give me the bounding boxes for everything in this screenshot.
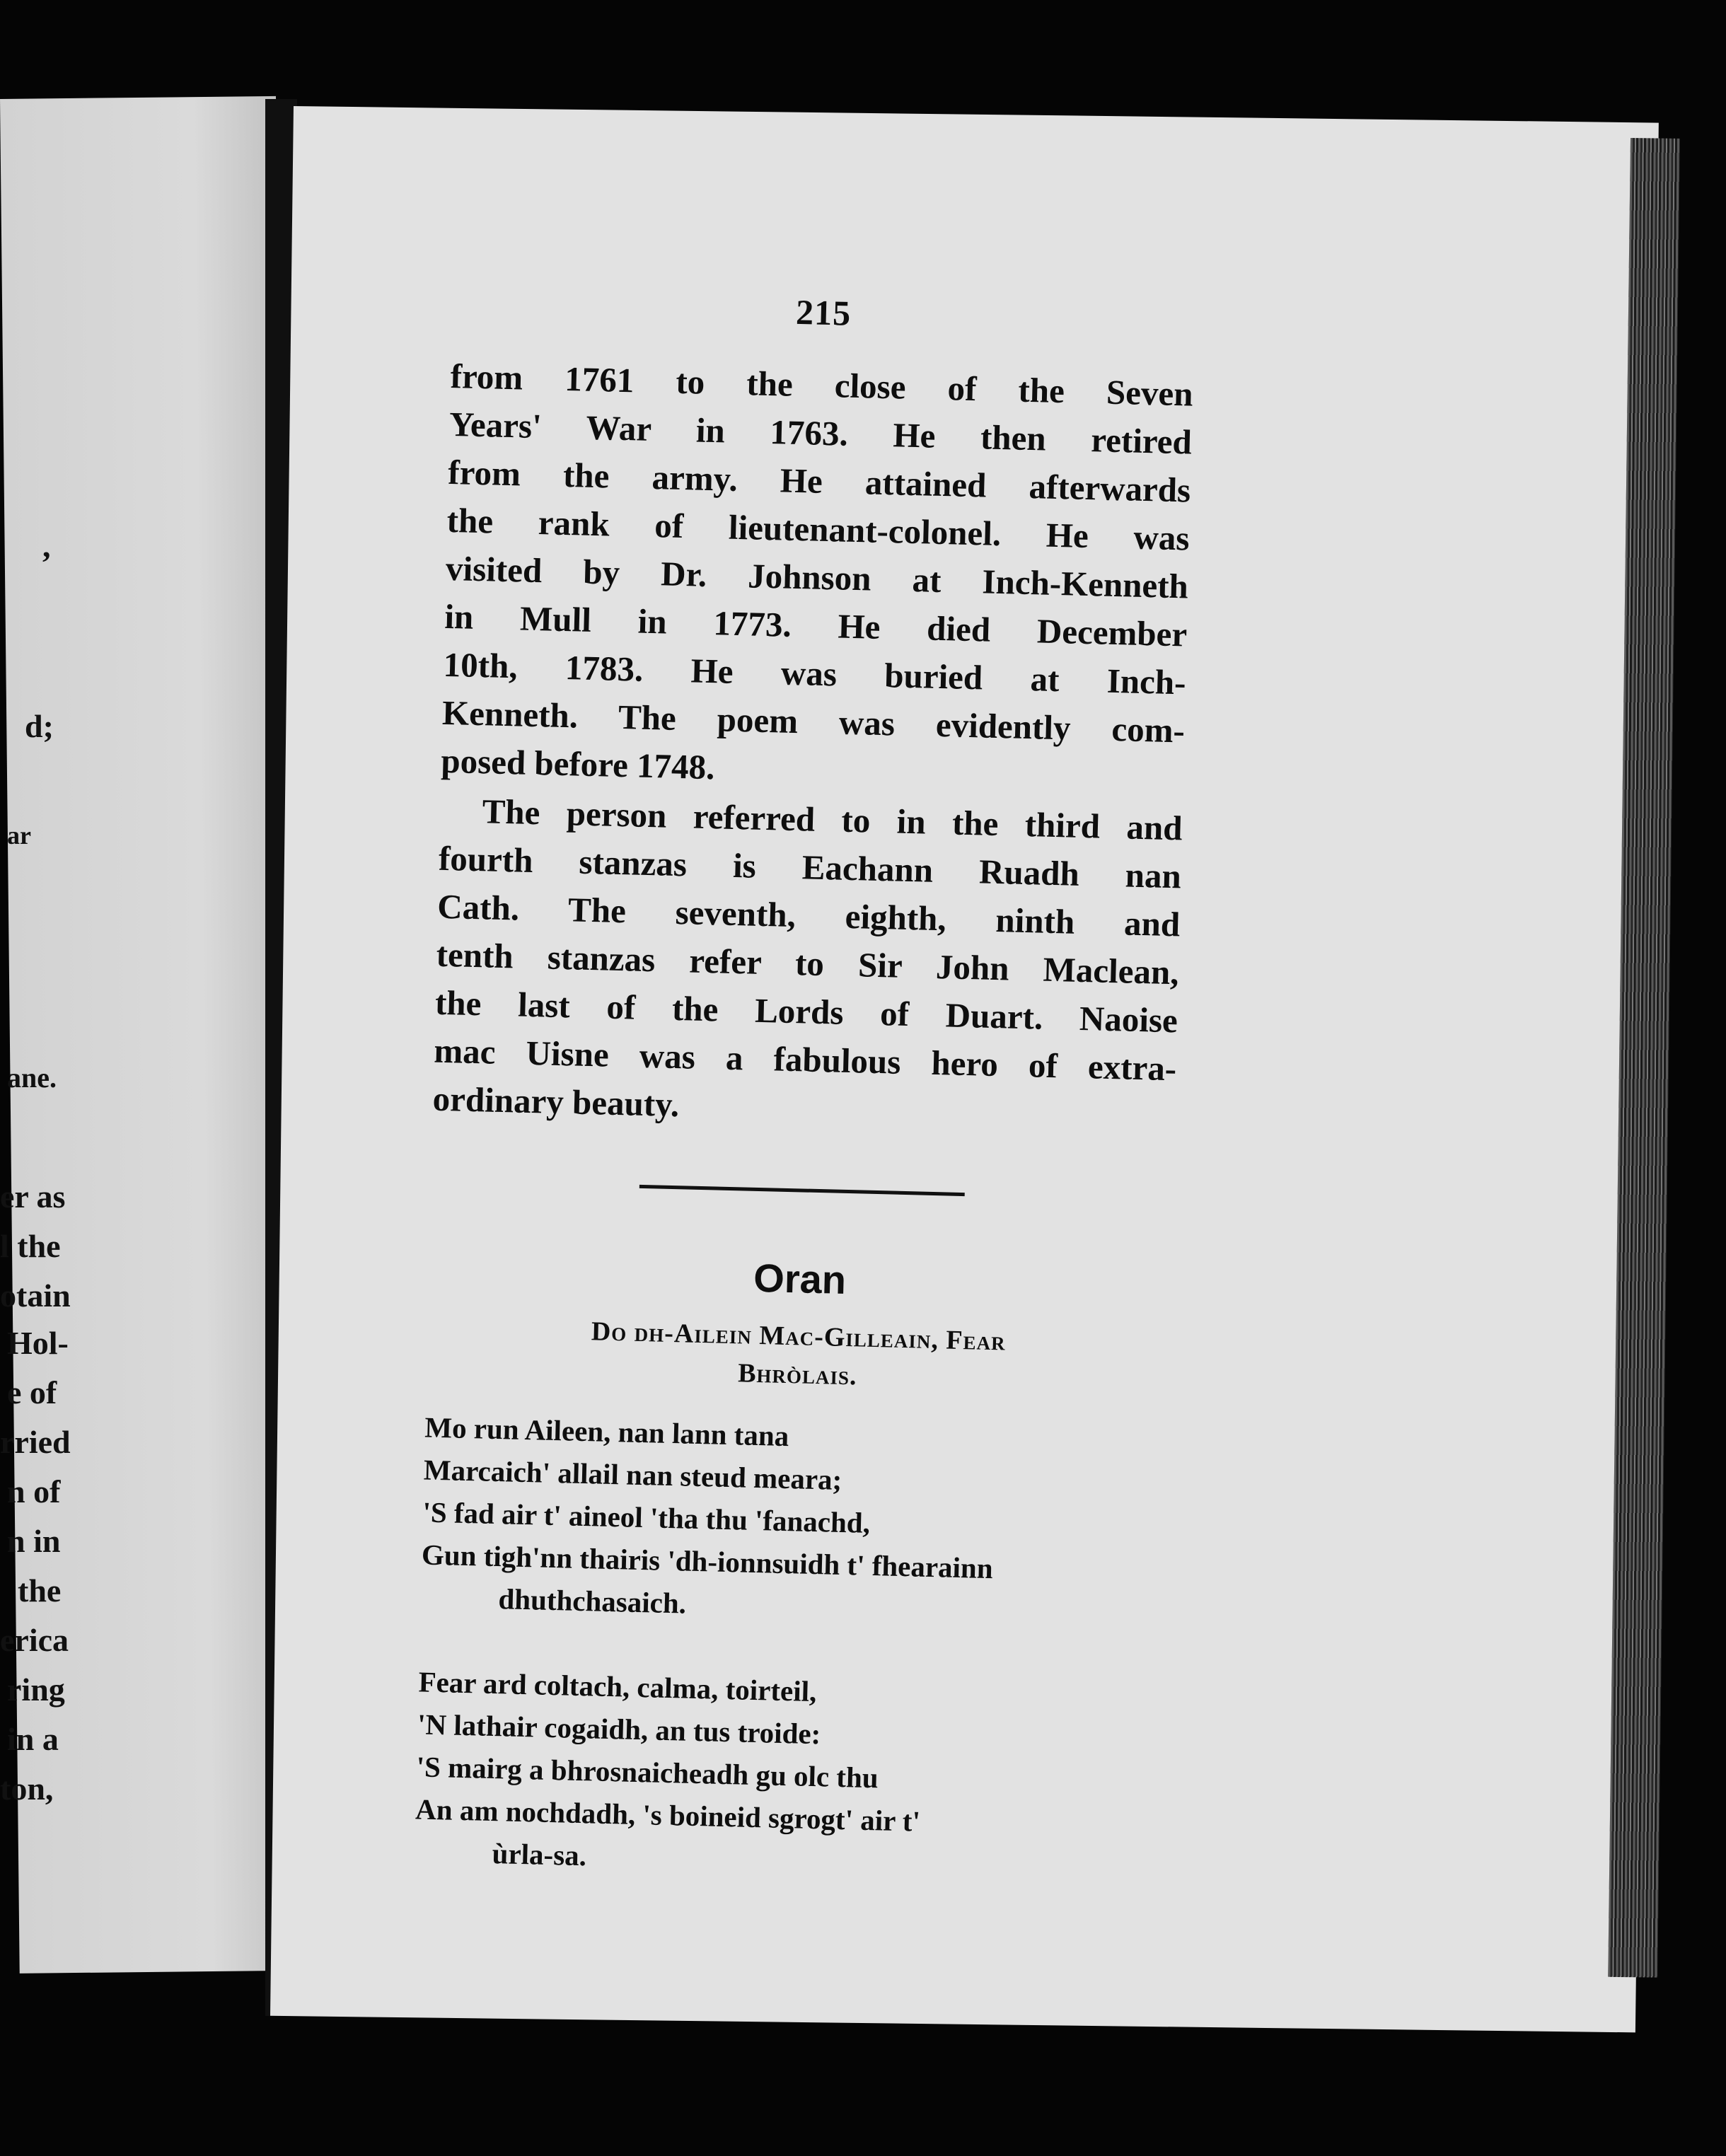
text-line: mac Uisne was a fabulous hero of extra- (433, 1031, 1177, 1089)
poem-stanza-1 (420, 1406, 1168, 1637)
left-fragment: ring (7, 1671, 65, 1708)
poem-subtitle-line: Do dh-Ailein Mac-Gilleain, Fear (591, 1316, 1007, 1357)
left-fragment: in a (7, 1721, 59, 1757)
text-line: posed before 1748. (440, 741, 716, 787)
left-fragment: n in (7, 1523, 61, 1559)
text-line: the last of the Lords of Duart. Naoise (434, 983, 1178, 1041)
poem-subtitle-line: Bhròlais. (737, 1358, 858, 1391)
text-line: from 1761 to the close of the Seven (450, 356, 1194, 414)
left-fragment: ar (7, 821, 31, 850)
text-line: tenth stanzas refer to Sir John Maclean, (436, 934, 1180, 992)
verse-line: 'S mairg a bhrosnaicheadh gu olc thu (416, 1750, 879, 1795)
left-fragment: l the (0, 1228, 61, 1264)
commentary-paragraph-2 (432, 787, 1183, 1142)
verse-line: Fear ard coltach, calma, toirteil, (418, 1665, 817, 1708)
text-line: the rank of lieutenant-colonel. He was (446, 500, 1191, 558)
text-line: Years' War in 1763. He then retired (448, 404, 1193, 462)
text-line: fourth stanzas is Eachann Ruadh nan (438, 838, 1182, 896)
left-fragment: n of (7, 1473, 61, 1509)
left-fragment: er as (0, 1178, 66, 1215)
left-fragment: , (42, 528, 51, 564)
left-fragment: Hol- (7, 1325, 69, 1361)
poem-title: Oran (753, 1255, 847, 1302)
verse-line: Mo run Aileen, nan lann tana (424, 1410, 789, 1453)
section-divider (639, 1185, 965, 1196)
text-line: ordinary beauty. (432, 1079, 680, 1125)
left-fragment: rried (0, 1424, 71, 1460)
verse-line: 'S fad air t' aineol 'tha thu 'fanachd, (422, 1495, 871, 1539)
left-fragment: otain (0, 1277, 71, 1314)
verse-line: An am nochdadh, 's boineid sgrogt' air t' (415, 1792, 921, 1838)
left-fragment: ton, (0, 1770, 54, 1807)
left-fragment: d; (25, 708, 54, 744)
verse-line: Gun tigh'nn thairis 'dh-ionnsuidh t' fhearainn (421, 1538, 994, 1585)
verse-line: ùrla-sa. (492, 1837, 587, 1872)
right-page-content (413, 283, 1195, 1933)
text-line: from the army. He attained afterwards (447, 452, 1191, 510)
text-line: The person referred to in the third and (482, 792, 1183, 848)
verse-line: dhuthchasaich. (498, 1582, 687, 1620)
text-line: visited by Dr. Johnson at Inch-Kenneth (445, 548, 1189, 606)
poem-stanza-2 (414, 1660, 1162, 1891)
text-line: 10th, 1783. He was buried at Inch- (443, 644, 1187, 702)
page-number: 215 (795, 291, 852, 333)
text-line: in Mull in 1773. He died December (444, 596, 1188, 654)
text-line: Kenneth. The poem was evidently com- (441, 692, 1186, 750)
poem-subtitle (426, 1309, 1170, 1403)
left-page-text (0, 0, 276, 2156)
left-fragment: e of (7, 1374, 57, 1410)
verse-line: Marcaich' allail nan steud meara; (423, 1453, 842, 1496)
left-fragment: erica (0, 1622, 69, 1658)
verse-line: 'N lathair cogaidh, an tus troide: (417, 1708, 821, 1751)
commentary-paragraph-1 (441, 352, 1194, 803)
left-fragment: the (18, 1572, 62, 1609)
left-fragment: ane. (7, 1062, 57, 1094)
text-line: Cath. The seventh, eighth, ninth and (436, 886, 1181, 944)
